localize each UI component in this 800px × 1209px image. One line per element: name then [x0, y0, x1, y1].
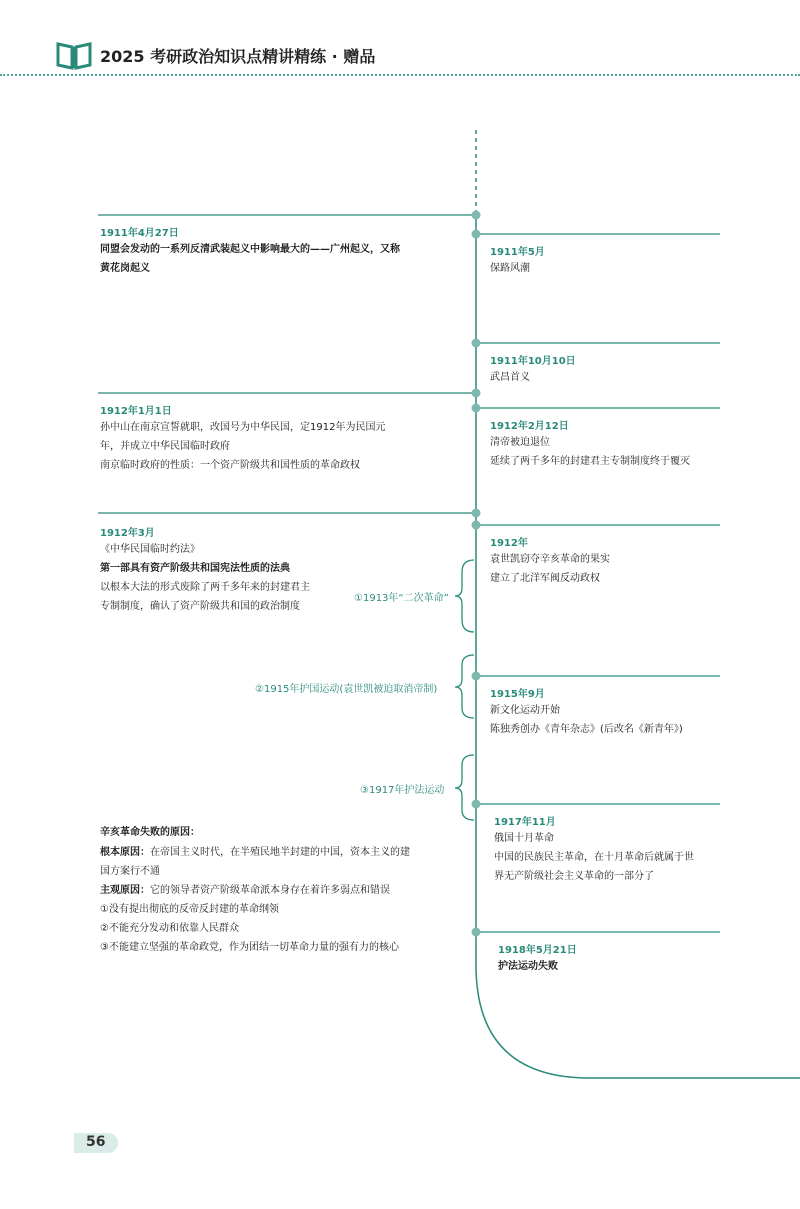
- event-text: 中国的民族民主革命，在十月革命后就属于世: [494, 852, 694, 863]
- event-text: 专制制度，确认了资产阶级共和国的政治制度: [100, 601, 300, 612]
- event-text: 第一部具有资产阶级共和国宪法性质的法典: [100, 563, 290, 574]
- event-text: 界无产阶级社会主义革命的一部分了: [494, 871, 654, 882]
- page-number: 56: [86, 1134, 106, 1150]
- failure-title: 辛亥革命失败的原因：: [100, 827, 200, 838]
- event-text: 清帝被迫退位: [490, 437, 550, 448]
- event-text: 以根本大法的形式废除了两千多年来的封建君主: [100, 582, 310, 593]
- failure-point: ③不能建立坚强的革命政党，作为团结一切革命力量的强有力的核心: [100, 942, 399, 953]
- failure-root-cont: 国方案行不通: [100, 866, 160, 877]
- subj-text: 它的领导者资产阶级革命派本身存在着许多弱点和错误: [150, 885, 390, 896]
- event-text: 护法运动失败: [498, 961, 558, 972]
- event-date: 1918年5月21日: [498, 945, 577, 956]
- event-text: 武昌首义: [490, 372, 530, 383]
- event-date: 1911年4月27日: [100, 228, 179, 239]
- event-date: 1912年1月1日: [100, 406, 172, 417]
- event-text: 《中华民国临时约法》: [100, 544, 200, 555]
- event-date: 1912年: [490, 538, 528, 549]
- event-date: 1911年5月: [490, 247, 545, 258]
- event-date: 1911年10月10日: [490, 356, 576, 367]
- event-date: 1912年2月12日: [490, 421, 569, 432]
- event-text: 袁世凯窃夺辛亥革命的果实: [490, 554, 610, 565]
- failure-point: ①没有提出彻底的反帝反封建的革命纲领: [100, 904, 279, 915]
- event-text: 延续了两千多年的封建君主专制制度终于覆灭: [490, 456, 690, 467]
- subj-label: 主观原因：: [100, 885, 150, 896]
- event-text: 同盟会发动的一系列反清武装起义中影响最大的——广州起义，又称: [100, 244, 400, 255]
- event-date: 1915年9月: [490, 689, 545, 700]
- event-text: 年，并成立中华民国临时政府: [100, 441, 230, 452]
- event-text: 保路风潮: [490, 263, 530, 274]
- failure-point: ②不能充分发动和依靠人民群众: [100, 923, 239, 934]
- event-date: 1917年11月: [494, 817, 556, 828]
- root-label: 根本原因：: [100, 847, 150, 858]
- brace-note: ③1917年护法运动: [360, 785, 445, 796]
- failure-subjective: [100, 881, 390, 900]
- event-text: 俄国十月革命: [494, 833, 554, 844]
- failure-root: [100, 843, 410, 862]
- event-text: 建立了北洋军阀反动政权: [490, 573, 600, 584]
- header-title: 2025 考研政治知识点精讲精练 · 赠品: [100, 47, 376, 66]
- event-date: 1912年3月: [100, 528, 155, 539]
- event-text: 陈独秀创办《青年杂志》(后改名《新青年》): [490, 724, 683, 735]
- root-text: 在帝国主义时代，在半殖民地半封建的中国，资本主义的建: [150, 847, 410, 858]
- event-text: 黄花岗起义: [100, 263, 150, 274]
- brace-note: ①1913年“二次革命”: [354, 593, 449, 604]
- event-text: 新文化运动开始: [490, 705, 560, 716]
- brace-note: ②1915年护国运动(袁世凯被迫取消帝制): [255, 684, 438, 695]
- event-text: 孙中山在南京宣誓就职，改国号为中华民国，定1912年为民国元: [100, 422, 386, 433]
- event-text: 南京临时政府的性质：一个资产阶级共和国性质的革命政权: [100, 460, 360, 471]
